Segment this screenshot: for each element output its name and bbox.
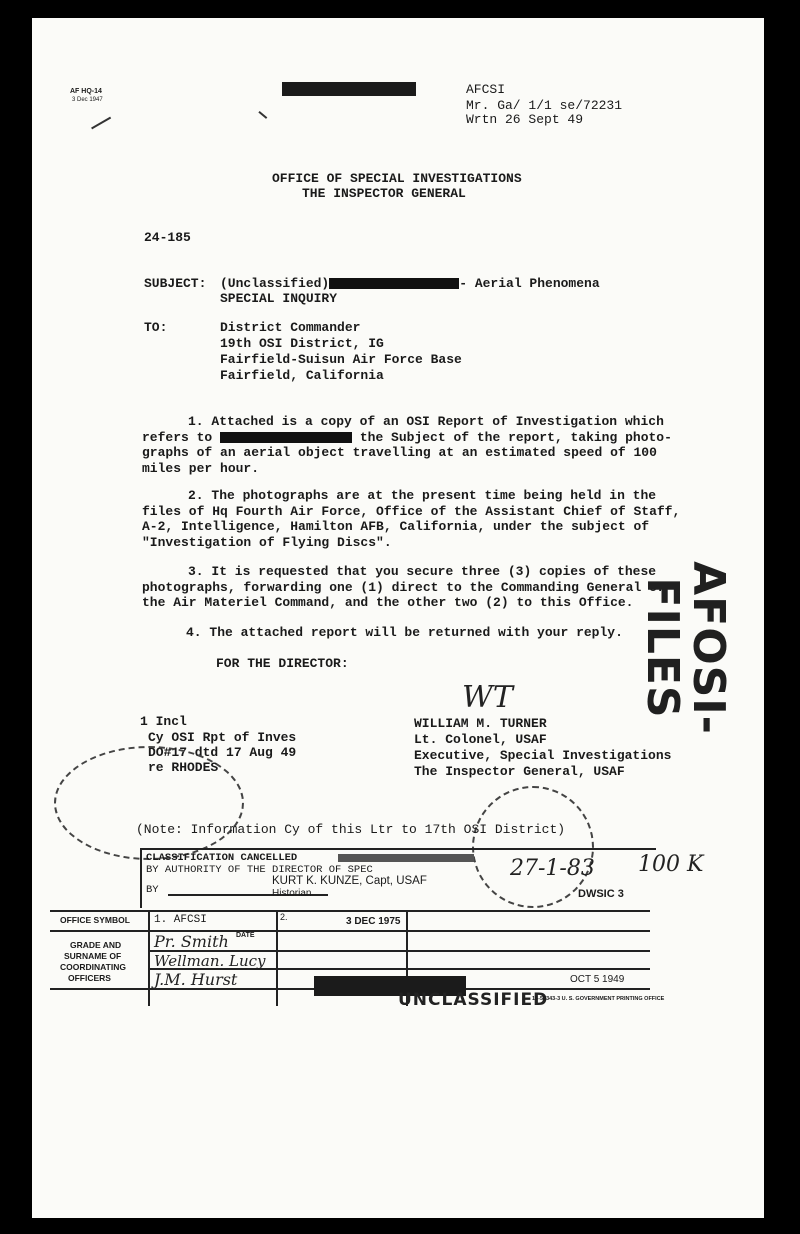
p1-line-2-end: the Subject of the report, taking photo- xyxy=(359,429,672,445)
paragraph-1 xyxy=(142,414,672,476)
p1-line-4: miles per hour. xyxy=(142,460,260,476)
stamp-date: 3 DEC 1975 xyxy=(346,916,401,927)
to-line-1: District Commander xyxy=(220,320,361,335)
subject-classification: (Unclassified) xyxy=(220,276,330,291)
to-line-2: 19th OSI District, IG xyxy=(220,336,384,351)
to-line-3: Fairfield-Suisun Air Force Base xyxy=(220,352,462,367)
coord-signature-2: Wellman. Lucy xyxy=(154,952,266,970)
signer-rank: Lt. Colonel, USAF xyxy=(414,732,547,747)
note-text: (Note: Information Cy of this Ltr to 17th OSI District) xyxy=(136,822,566,837)
subject-line xyxy=(220,276,600,292)
printer-line: 16-50343-3 U. S. GOVERNMENT PRINTING OFFICE xyxy=(532,996,665,1002)
handwritten-date: 27-1-83 xyxy=(510,856,595,881)
enclosure-line-1: 1 Incl xyxy=(140,714,187,729)
date-label: DATE xyxy=(236,932,255,939)
p1-line-2-start: refers to xyxy=(142,429,213,445)
pen-mark xyxy=(91,117,111,129)
redaction-classification xyxy=(338,854,474,862)
classification-cancelled: CLASSIFICATION CANCELLED xyxy=(146,852,298,864)
p2-line-2: files of Hq Fourth Air Force, Office of the Assistant Chief of Staff, xyxy=(142,503,681,519)
office-subtitle: THE INSPECTOR GENERAL xyxy=(302,186,466,201)
paragraph-4 xyxy=(142,625,652,641)
afosi-files-stamp xyxy=(637,540,740,756)
date-right: OCT 5 1949 xyxy=(570,974,625,985)
p4-line-1: 4. The attached report will be returned with your reply. xyxy=(186,625,623,640)
file-number: 24-185 xyxy=(144,230,191,245)
signer-name: WILLIAM M. TURNER xyxy=(414,716,547,731)
signer-title-2: The Inspector General, USAF xyxy=(414,764,625,779)
officers-label: OFFICERS xyxy=(68,973,111,983)
classification-by-label: BY xyxy=(146,884,159,896)
closing: FOR THE DIRECTOR: xyxy=(216,656,349,671)
classification-by-name: KURT K. KUNZE, Capt, USAF xyxy=(272,875,427,887)
form-left-rule xyxy=(140,848,142,908)
p1-line-1: 1. Attached is a copy of an OSI Report of Investigation which xyxy=(188,414,664,429)
subject-topic: - Aerial Phenomena xyxy=(459,276,600,291)
office-symbol-label: OFFICE SYMBOL xyxy=(60,915,130,925)
signer-title-1: Executive, Special Investigations xyxy=(414,748,672,763)
p2-line-1: 2. The photographs are at the present time being held in the xyxy=(188,488,657,503)
form-top-rule xyxy=(142,848,656,850)
office-title: OFFICE OF SPECIAL INVESTIGATIONS xyxy=(272,171,522,186)
p2-line-3: A-2, Intelligence, Hamilton AFB, California, under the subject of xyxy=(142,519,650,535)
paragraph-3 xyxy=(142,564,665,611)
classification-by-title: Historian xyxy=(272,888,312,899)
redaction-subject xyxy=(329,278,459,289)
office-col-1: 1. AFCSI xyxy=(154,914,207,926)
unclassified-stamp: UNCLASSIFIED xyxy=(398,990,549,1010)
redaction-top xyxy=(282,82,416,96)
coord-signature-3: J.M. Hurst xyxy=(154,970,238,989)
received-stamp-left xyxy=(54,746,244,860)
p1-line-2 xyxy=(142,429,672,446)
subject-inquiry: SPECIAL INQUIRY xyxy=(220,291,338,306)
office-row-top xyxy=(50,910,650,912)
p3-line-3: the Air Materiel Command, and the other two (2) to this Office. xyxy=(142,595,634,611)
p2-line-4: "Investigation of Flying Discs". xyxy=(142,534,392,550)
form-date: 3 Dec 1947 xyxy=(72,97,103,103)
to-line-4: Fairfield, California xyxy=(220,368,384,383)
coordination-form xyxy=(50,848,738,1020)
enclosure-line-3: DO#17 dtd 17 Aug 49 xyxy=(148,745,297,760)
classification-authority: BY AUTHORITY OF THE DIRECTOR OF SPEC xyxy=(146,864,373,876)
grade-label: GRADE AND xyxy=(70,940,122,950)
ref-written-date: Wrtn 26 Sept 49 xyxy=(466,112,584,127)
ref-number: Mr. Ga/ 1/1 se/72231 xyxy=(466,98,623,113)
p3-line-2: photographs, forwarding one (1) direct to the Commanding General of xyxy=(142,579,665,595)
p3-line-1: 3. It is requested that you secure three (3) copies of these xyxy=(188,564,657,579)
subject-label: SUBJECT: xyxy=(144,276,207,291)
col-rule-1 xyxy=(148,910,150,1006)
office-col-2: 2. xyxy=(280,912,288,922)
afosi-files-text: AFOSI-FILES xyxy=(637,561,734,735)
to-label: TO: xyxy=(144,320,168,335)
paragraph-2 xyxy=(142,488,681,550)
p1-line-3: graphs of an aerial object travelling at an estimated speed of 100 xyxy=(142,445,657,461)
ref-office: AFCSI xyxy=(466,82,506,97)
pen-mark-2 xyxy=(259,111,268,119)
redaction-name xyxy=(220,432,352,443)
form-id: AF HQ-14 xyxy=(70,88,102,95)
document-page xyxy=(32,18,764,1218)
enclosure-line-4: re RHODES xyxy=(148,760,219,775)
coordinating-label: COORDINATING xyxy=(60,962,126,972)
surname-label: SURNAME OF xyxy=(64,951,122,961)
signature-initials: WT xyxy=(462,680,513,715)
office-row-bottom xyxy=(50,930,650,932)
handwritten-code: 100 K xyxy=(638,852,704,877)
coord-signature-1: Pr. Smith xyxy=(154,932,229,951)
stamp-code: DWSIC 3 xyxy=(578,888,624,900)
col-rule-2 xyxy=(276,910,278,1006)
enclosure-line-2: Cy OSI Rpt of Inves xyxy=(148,730,297,745)
